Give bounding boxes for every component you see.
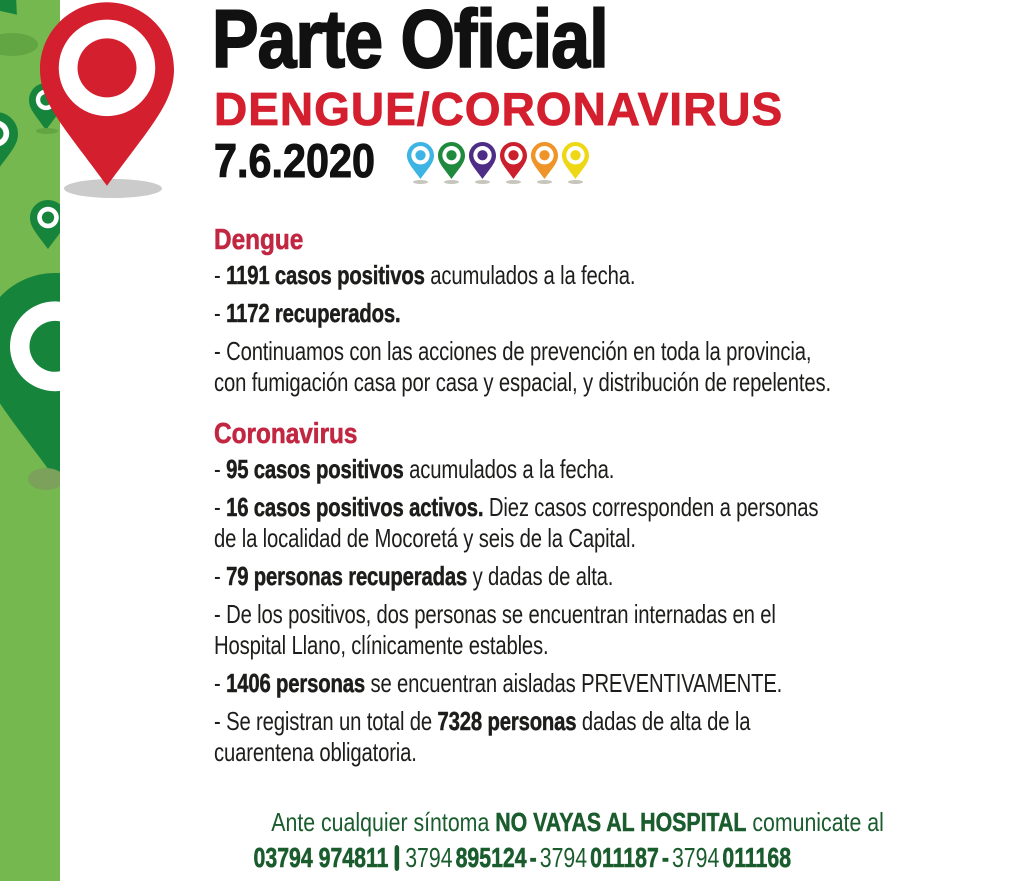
text-line (214, 523, 729, 554)
bullet-paragraph (214, 298, 874, 329)
map-pin-icon (0, 273, 60, 478)
text-segment: 3794 (405, 842, 453, 873)
text-segment: NO VAYAS AL HOSPITAL (495, 807, 747, 837)
text-segment: - (661, 842, 669, 873)
text-segment: 7328 personas (437, 706, 577, 736)
text-segment: 1191 casos positivos (226, 260, 425, 290)
text-segment: 895124 (455, 842, 527, 873)
text-segment: 03794 974811 (253, 842, 389, 873)
text-segment: - De los positivos, dos personas se encuentran internadas en el (214, 599, 776, 629)
text-line (214, 630, 729, 661)
report-date: 7.6.2020 (214, 134, 375, 187)
text-segment: Hospital Llano, clínicamente estables. (214, 630, 549, 660)
pin-shadow-ellipse (0, 33, 38, 56)
text-segment: 011187 (590, 842, 659, 873)
text-segment: - (214, 454, 227, 484)
pin-shadow-ellipse (444, 180, 459, 184)
text-segment: 3794 (539, 842, 588, 873)
bullet-paragraph (214, 492, 874, 554)
map-pin-icon (562, 142, 589, 184)
text-segment: 1406 personas (226, 668, 365, 698)
text-segment: 95 casos positivos (226, 454, 404, 484)
date-pin-row (407, 142, 593, 184)
section-heading: Coronavirus (214, 418, 358, 450)
text-line (214, 492, 819, 523)
text-segment: 3794 (671, 842, 720, 873)
footer-advice-line (271, 806, 884, 838)
section-dengue (214, 220, 874, 398)
text-segment: dadas de alta de la (576, 706, 751, 736)
text-segment: 16 casos positivos activos. (226, 492, 484, 522)
text-segment: se encuentran aisladas PREVENTIVAMENTE. (364, 668, 783, 698)
pin-shadow-ellipse (28, 468, 60, 490)
map-pin-icon (0, 0, 35, 30)
section-heading: Dengue (214, 224, 304, 256)
date-row (214, 134, 593, 188)
map-pin-icon (438, 142, 465, 184)
text-segment: - (214, 260, 227, 290)
pin-shadow-ellipse (537, 180, 552, 184)
page-subtitle: DENGUE/CORONAVIRUS (214, 83, 784, 135)
text-segment: de la localidad de Mocoretá y seis de la Capital. (214, 523, 636, 553)
map-pin-icon (30, 200, 60, 249)
bullet-paragraph (214, 454, 874, 485)
bullet-paragraph (214, 561, 874, 592)
map-pin-icon (500, 142, 527, 184)
text-segment: 79 personas recuperadas (226, 561, 468, 591)
section-paragraphs (214, 260, 874, 398)
text-segment: Diez casos corresponden a personas (483, 492, 819, 522)
footer-phone-line (253, 841, 792, 875)
section-paragraphs (214, 454, 874, 768)
bullet-paragraph (214, 336, 874, 398)
text-line (214, 737, 729, 768)
text-segment: comunicate al (746, 807, 884, 837)
text-segment: - (214, 668, 227, 698)
text-line (214, 454, 729, 485)
bullet-paragraph (214, 260, 874, 291)
text-line (214, 668, 783, 699)
text-segment: cuarentena obligatoria. (214, 737, 417, 767)
text-segment: 011168 (722, 842, 792, 873)
text-line (214, 367, 831, 398)
pin-shadow-ellipse (475, 180, 490, 184)
text-line (214, 336, 812, 367)
text-segment: acumulados a la fecha. (403, 454, 615, 484)
footer (204, 806, 884, 875)
map-pin-icon (469, 142, 496, 184)
red-map-pin-icon (40, 2, 174, 186)
text-segment: y dadas de alta. (467, 561, 614, 591)
text-segment: - Continuamos con las acciones de prevención en toda la provincia, (214, 336, 812, 366)
section-coronavirus (214, 414, 874, 768)
text-line (214, 706, 751, 737)
bullet-paragraph (214, 668, 874, 699)
bullet-paragraph (214, 706, 874, 768)
bullet-paragraph (214, 599, 874, 661)
text-line (214, 599, 776, 630)
text-line (214, 561, 729, 592)
text-segment: con fumigación casa por casa y espacial, y distribución de repelentes. (214, 367, 831, 397)
pin-shadow-ellipse (568, 180, 583, 184)
text-segment: - (214, 561, 227, 591)
map-pin-icon (0, 112, 18, 172)
text-line (214, 260, 729, 291)
page-title: Parte Oficial (212, 0, 608, 85)
pin-shadow-ellipse (413, 180, 428, 184)
report-body (214, 220, 874, 775)
text-segment: - (529, 842, 537, 873)
map-pin-icon (531, 142, 558, 184)
mobile-phone-icon (395, 845, 400, 871)
map-pin-icon (407, 142, 434, 184)
text-line (214, 298, 729, 329)
text-segment: - Se registran un total de (214, 706, 438, 736)
text-segment: - (214, 492, 227, 522)
text-segment: acumulados a la fecha. (424, 260, 636, 290)
pin-shadow-ellipse (506, 180, 521, 184)
text-segment: Ante cualquier síntoma (271, 807, 496, 837)
text-segment: - (214, 298, 227, 328)
text-segment: 1172 recuperados. (226, 298, 401, 328)
